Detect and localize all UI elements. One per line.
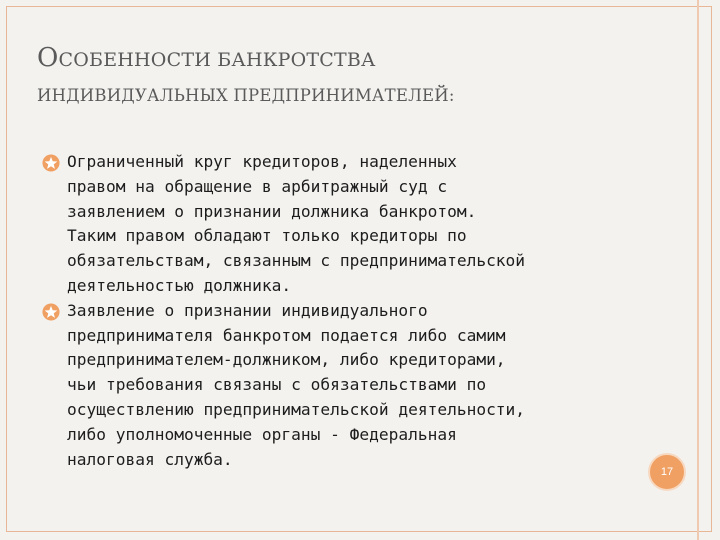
bullet-list [42,150,692,472]
bullet-text-1: Ограниченный круг кредиторов, наделенных правом на обращение в арбитражный суд с заявлением о признании должника банкротом. Таким правом обладают только кредиторы по обязательствам, связанным с предпринимательской деятельностью должника. [67,152,526,295]
title-line-2: ИНДИВИДУАЛЬНЫХ ПРЕДПРИНИМАТЕЛЕЙ: [37,86,455,105]
slide-title [37,40,677,114]
star-bullet-icon [42,303,60,321]
star-bullet-icon [42,154,60,172]
title-line-1-rest: СОБЕННОСТИ БАНКРОТСТВА [58,49,376,71]
bullet-item-1 [42,150,692,299]
title-initial-cap: О [37,43,59,73]
bullet-text-2: Заявление о признании индивидуального предпринимателя банкротом подается либо самим предпринимателем-должником, либо кредиторами, чьи требования связаны с обязательствами по осуществлению предпринимательской деятельности, либо уполномоченные органы - Федеральная налоговая служба. [67,300,526,469]
page-number-badge: 17 [648,453,686,491]
bullet-item-2 [42,299,692,473]
right-decorative-rule [697,0,699,540]
title-line-1 [37,40,677,78]
